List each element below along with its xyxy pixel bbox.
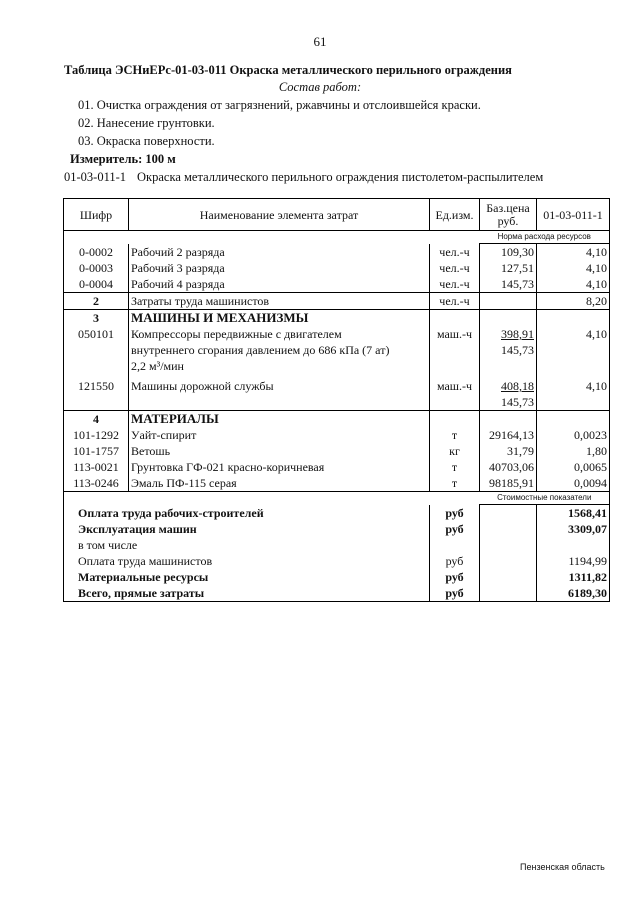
row-name: Рабочий 3 разряда (129, 260, 430, 276)
summary-unit: руб (430, 505, 480, 522)
row-code: 0-0004 (64, 276, 129, 293)
summary-row (64, 537, 610, 553)
summary-value: 6189,30 (537, 585, 610, 602)
row-price: 29164,13 (480, 427, 537, 443)
summary-name: Всего, прямые затраты (64, 585, 430, 602)
section-code: 3 (64, 310, 129, 327)
header-code: Шифр (64, 199, 129, 231)
row-unit: маш.-ч (430, 374, 480, 411)
row-value: 4,10 (537, 326, 610, 374)
summary-unit: руб (430, 553, 480, 569)
row-name: Рабочий 4 разряда (129, 276, 430, 293)
row-price-labor: 145,73 (501, 395, 534, 409)
row-value: 0,0094 (537, 475, 610, 492)
section-row-machines (64, 310, 610, 327)
row-price: 40703,06 (480, 459, 537, 475)
work-item: 01. Очистка ограждения от загрязнений, ржавчины и отслоившейся краски. (78, 98, 481, 112)
table-row (64, 293, 610, 310)
row-value: 8,20 (537, 293, 610, 310)
measure-unit: Измеритель: 100 м (70, 152, 176, 166)
row-unit: чел.-ч (430, 293, 480, 310)
summary-name: Материальные ресурсы (64, 569, 430, 585)
row-code: 2 (64, 293, 129, 310)
table-row (64, 244, 610, 261)
row-unit: чел.-ч (430, 244, 480, 261)
row-price: 127,51 (480, 260, 537, 276)
summary-value (537, 537, 610, 553)
row-name-line: 2,2 м³/мин (131, 359, 184, 373)
row-name: Ветошь (129, 443, 430, 459)
row-name: Грунтовка ГФ-021 красно-коричневая (129, 459, 430, 475)
work-item: 02. Нанесение грунтовки. (78, 116, 215, 130)
composition-heading: Состав работ: (278, 80, 362, 94)
table-header-row (64, 199, 610, 231)
row-unit: т (430, 475, 480, 492)
table-row (64, 276, 610, 293)
row-unit: чел.-ч (430, 276, 480, 293)
summary-row (64, 553, 610, 569)
row-name: Машины дорожной службы (129, 374, 430, 411)
row-price: 31,79 (480, 443, 537, 459)
row-price: 145,73 (480, 276, 537, 293)
table-row (64, 326, 610, 374)
table-row (64, 475, 610, 492)
section-title: МАТЕРИАЛЫ (129, 411, 430, 428)
table-row (64, 443, 610, 459)
table-row (64, 427, 610, 443)
norm-code: 01-03-011-1 (64, 170, 127, 184)
summary-unit: руб (430, 521, 480, 537)
section-code: 4 (64, 411, 129, 428)
row-value: 4,10 (537, 260, 610, 276)
summary-name: Оплата труда рабочих-строителей (64, 505, 430, 522)
summary-value: 1194,99 (537, 553, 610, 569)
header-price-line2: руб. (497, 213, 519, 228)
row-code: 113-0246 (64, 475, 129, 492)
norm-label-row (64, 231, 610, 244)
row-value: 0,0065 (537, 459, 610, 475)
row-name: Эмаль ПФ-115 серая (129, 475, 430, 492)
row-code: 050101 (64, 326, 129, 374)
row-value: 4,10 (537, 244, 610, 261)
row-price: 98185,91 (480, 475, 537, 492)
row-unit: т (430, 459, 480, 475)
row-code: 121550 (64, 374, 129, 411)
table-row (64, 459, 610, 475)
header-price (480, 199, 537, 231)
row-price-main: 408,18 (501, 379, 534, 393)
row-unit: чел.-ч (430, 260, 480, 276)
row-unit: кг (430, 443, 480, 459)
row-name (129, 326, 430, 374)
row-code: 101-1292 (64, 427, 129, 443)
row-name: Затраты труда машинистов (129, 293, 430, 310)
summary-name: Эксплуатация машин (64, 521, 430, 537)
section-title: МАШИНЫ И МЕХАНИЗМЫ (129, 310, 430, 327)
page-number: 61 (313, 34, 327, 49)
row-code: 0-0002 (64, 244, 129, 261)
cost-label: Стоимостные показатели (480, 492, 610, 505)
norm-label: Норма расхода ресурсов (480, 231, 610, 244)
summary-row (64, 505, 610, 522)
work-item: 03. Окраска поверхности. (78, 134, 215, 148)
table-row (64, 374, 610, 411)
row-value: 1,80 (537, 443, 610, 459)
summary-value: 3309,07 (537, 521, 610, 537)
summary-row (64, 569, 610, 585)
section-row-materials (64, 411, 610, 428)
row-price (480, 374, 537, 411)
summary-row (64, 585, 610, 602)
row-value: 4,10 (537, 276, 610, 293)
header-norm: 01-03-011-1 (537, 199, 610, 231)
header-unit: Ед.изм. (430, 199, 480, 231)
summary-row (64, 521, 610, 537)
row-unit: т (430, 427, 480, 443)
row-name-line: внутреннего сгорания давлением до 686 кПа (7 ат) (131, 343, 390, 357)
table-row (64, 260, 610, 276)
summary-name: Оплата труда машинистов (64, 553, 430, 569)
row-price-main: 398,91 (501, 327, 534, 341)
row-code: 101-1757 (64, 443, 129, 459)
resource-table (63, 198, 610, 602)
summary-unit: руб (430, 569, 480, 585)
cost-label-row (64, 492, 610, 505)
footer-region: Пензенская область (520, 862, 605, 872)
row-unit: маш.-ч (430, 326, 480, 374)
norm-title: Окраска металлического перильного ограждения пистолетом-распылителем (137, 170, 544, 184)
row-code: 0-0003 (64, 260, 129, 276)
summary-unit (430, 537, 480, 553)
row-name-line: Компрессоры передвижные с двигателем (131, 327, 342, 341)
row-value: 4,10 (537, 374, 610, 411)
row-price: 109,30 (480, 244, 537, 261)
row-code: 113-0021 (64, 459, 129, 475)
summary-value: 1568,41 (537, 505, 610, 522)
summary-value: 1311,82 (537, 569, 610, 585)
row-name: Уайт-спирит (129, 427, 430, 443)
summary-name: в том числе (64, 537, 430, 553)
summary-unit: руб (430, 585, 480, 602)
row-value: 0,0023 (537, 427, 610, 443)
row-price-labor: 145,73 (501, 343, 534, 357)
row-price (480, 326, 537, 374)
table-title: Таблица ЭСНиЕРс-01-03-011 Окраска металлического перильного ограждения (64, 63, 512, 77)
header-name: Наименование элемента затрат (129, 199, 430, 231)
header-price-line1: Баз.цена (486, 200, 530, 215)
row-name: Рабочий 2 разряда (129, 244, 430, 261)
